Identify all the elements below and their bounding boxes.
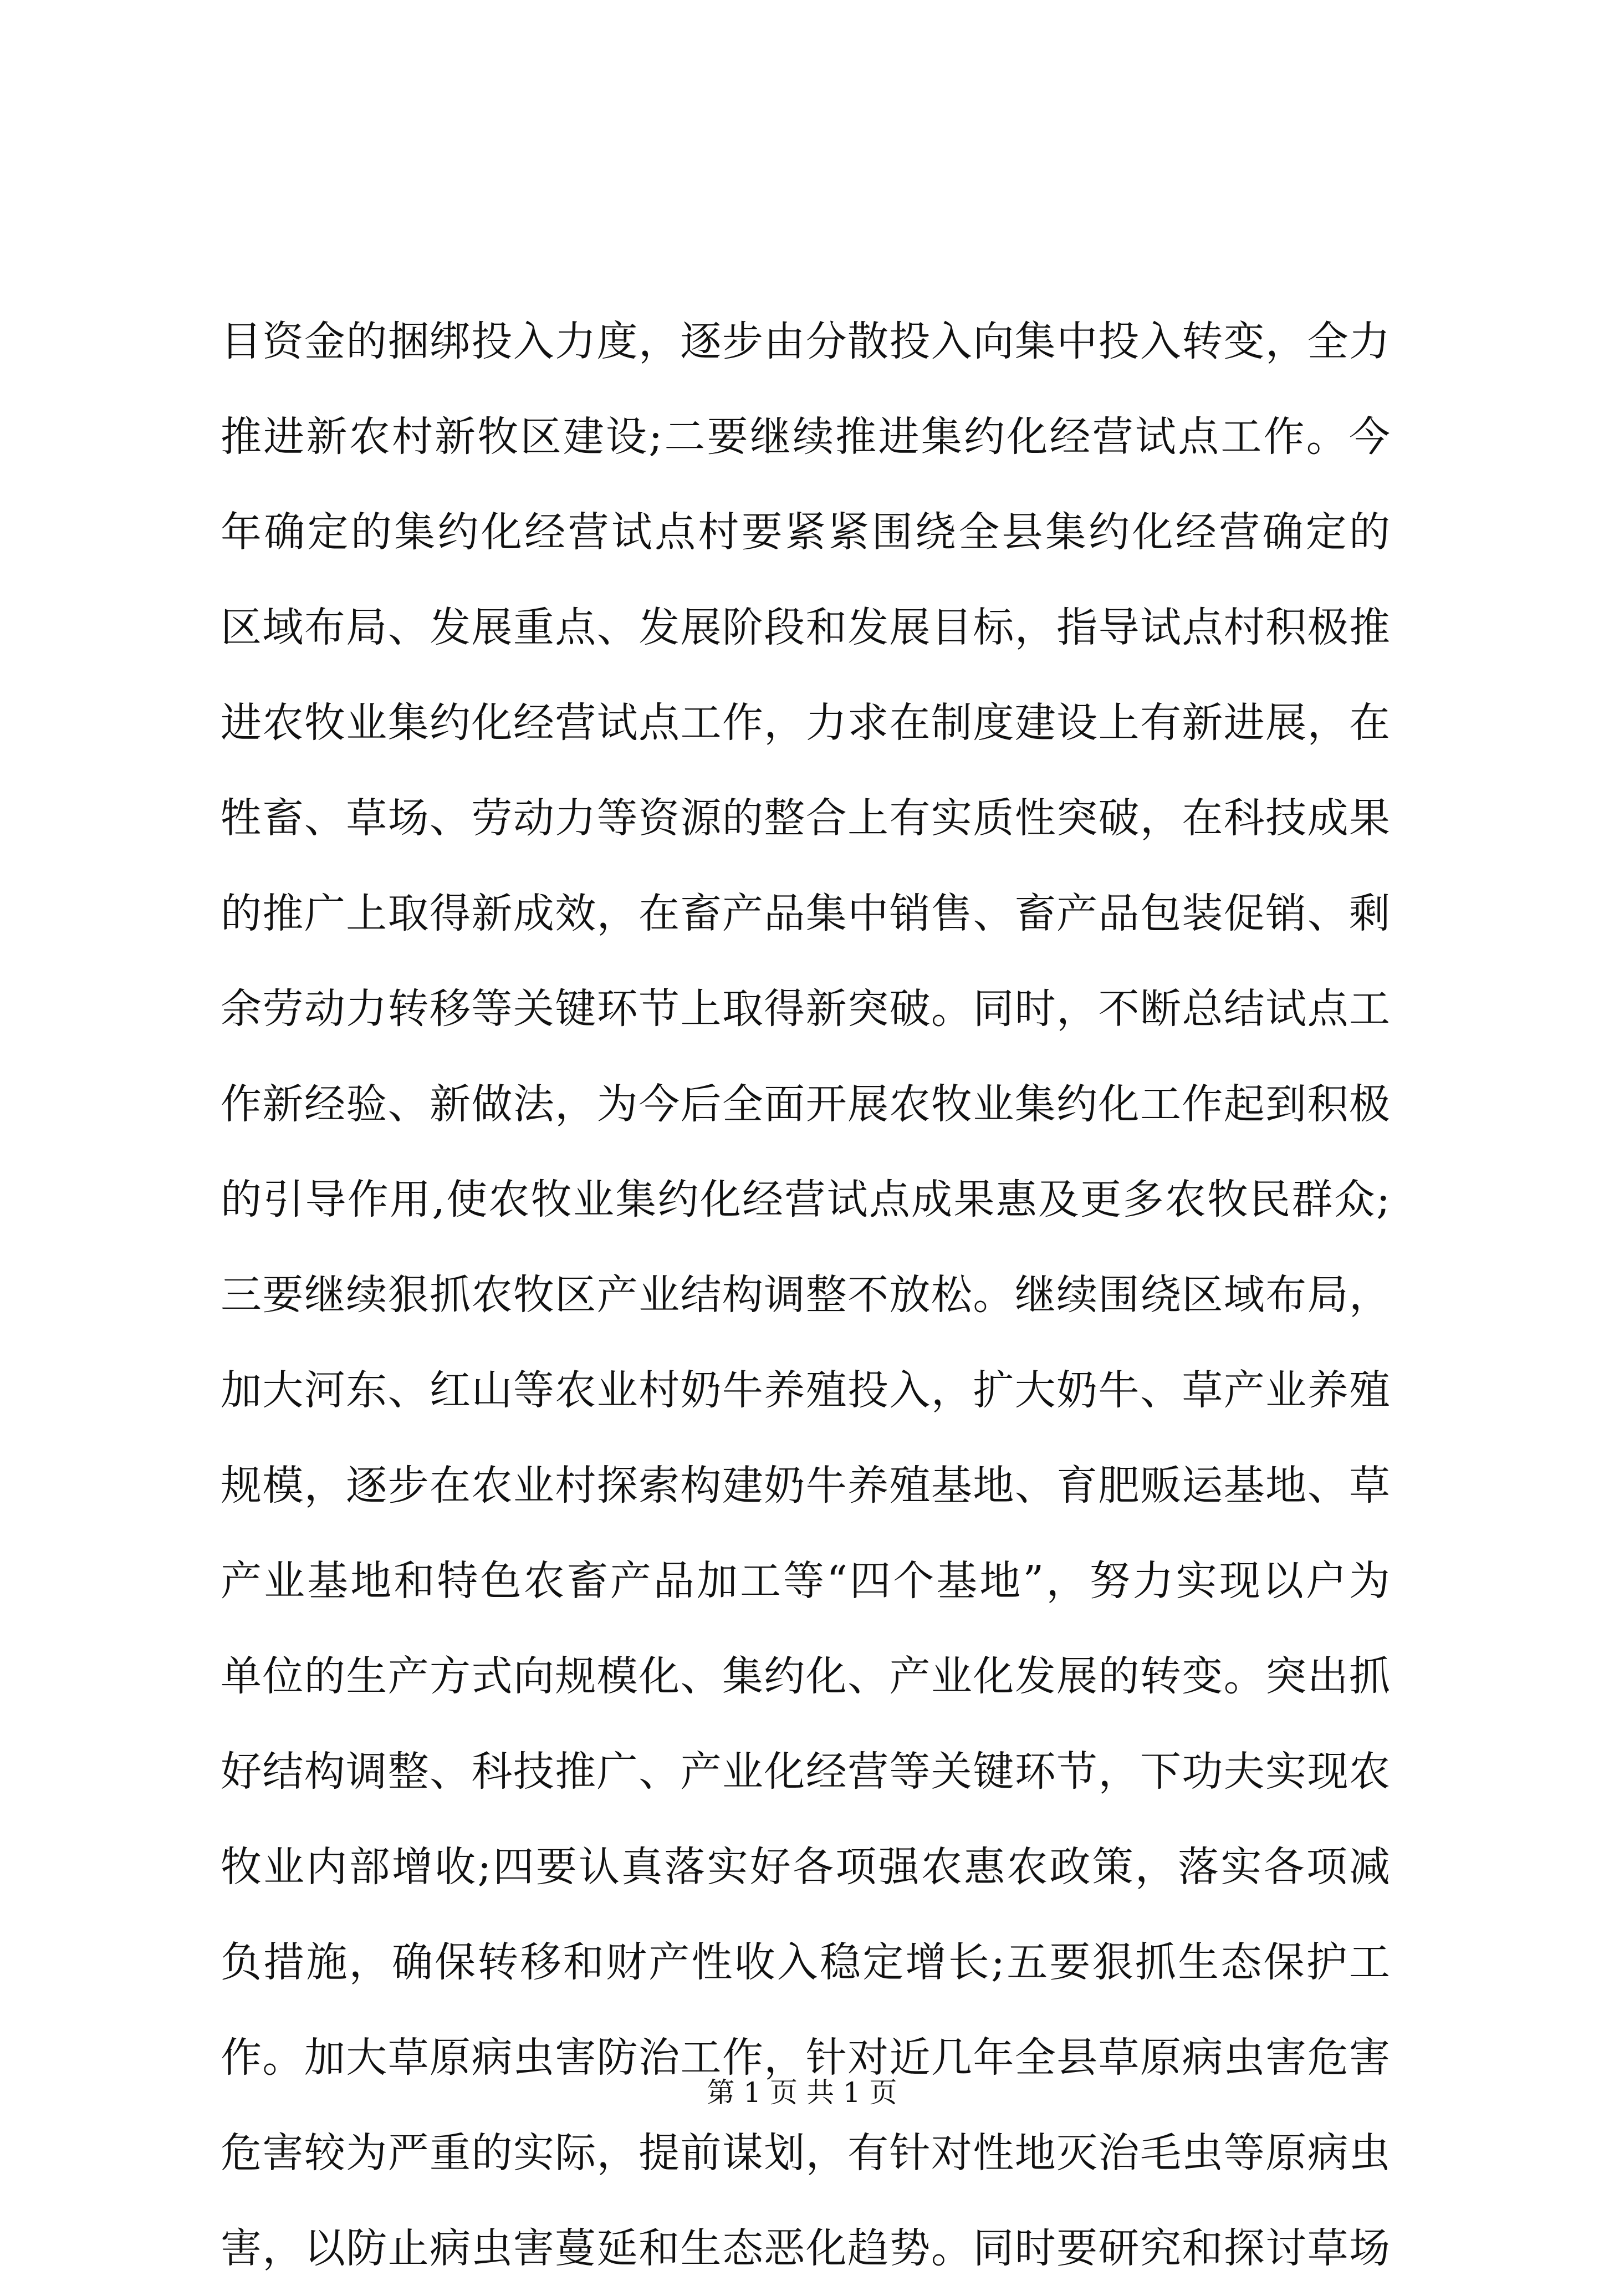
text-line: 作新经验、新做法，为今后全面开展农牧业集约化工作起到积极 — [221, 1080, 1390, 1128]
text-line: 负措施，确保转移和财产性收入稳定增长;五要狠抓生态保护工 — [221, 1938, 1390, 1986]
text-line: 余劳动力转移等关键环节上取得新突破。同时，不断总结试点工 — [221, 985, 1390, 1033]
page-number-label: 第 1 页 共 1 页 — [707, 2076, 897, 2109]
text-line: 害，以防止病虫害蔓延和生态恶化趋势。同时要研究和探讨草场 — [221, 2224, 1390, 2272]
body-text — [221, 294, 1390, 2296]
text-line: 规模，逐步在农业村探索构建奶牛养殖基地、育肥贩运基地、草 — [221, 1462, 1390, 1509]
text-line: 三要继续狠抓农牧区产业结构调整不放松。继续围绕区域布局， — [221, 1271, 1390, 1319]
text-line: 加大河东、红山等农业村奶牛养殖投入，扩大奶牛、草产业养殖 — [221, 1366, 1390, 1414]
text-line: 作。加大草原病虫害防治工作，针对近几年全县草原病虫害危害 — [221, 2034, 1390, 2081]
text-line: 区域布局、发展重点、发展阶段和发展目标，指导试点村积极推 — [221, 604, 1390, 651]
text-line: 产业基地和特色农畜产品加工等“四个基地”，努力实现以户为 — [221, 1557, 1390, 1605]
text-line: 目资金的捆绑投入力度，逐步由分散投入向集中投入转变，全力 — [221, 318, 1390, 365]
text-line: 好结构调整、科技推广、产业化经营等关键环节，下功夫实现农 — [221, 1748, 1390, 1795]
page-footer — [0, 2073, 1604, 2112]
text-line: 的引导作用,使农牧业集约化经营试点成果惠及更多农牧民群众; — [221, 1176, 1390, 1223]
text-line: 牲畜、草场、劳动力等资源的整合上有实质性突破，在科技成果 — [221, 794, 1390, 842]
text-line: 进农牧业集约化经营试点工作，力求在制度建设上有新进展，在 — [221, 699, 1390, 747]
text-line: 单位的生产方式向规模化、集约化、产业化发展的转变。突出抓 — [221, 1652, 1390, 1700]
text-line: 牧业内部增收;四要认真落实好各项强农惠农政策，落实各项减 — [221, 1843, 1390, 1891]
text-line: 危害较为严重的实际，提前谋划，有针对性地灭治毛虫等原病虫 — [221, 2129, 1390, 2177]
text-line: 推进新农村新牧区建设;二要继续推进集约化经营试点工作。今 — [221, 413, 1390, 461]
text-line: 的推广上取得新成效，在畜产品集中销售、畜产品包装促销、剩 — [221, 890, 1390, 937]
text-line: 年确定的集约化经营试点村要紧紧围绕全县集约化经营确定的 — [221, 508, 1390, 556]
